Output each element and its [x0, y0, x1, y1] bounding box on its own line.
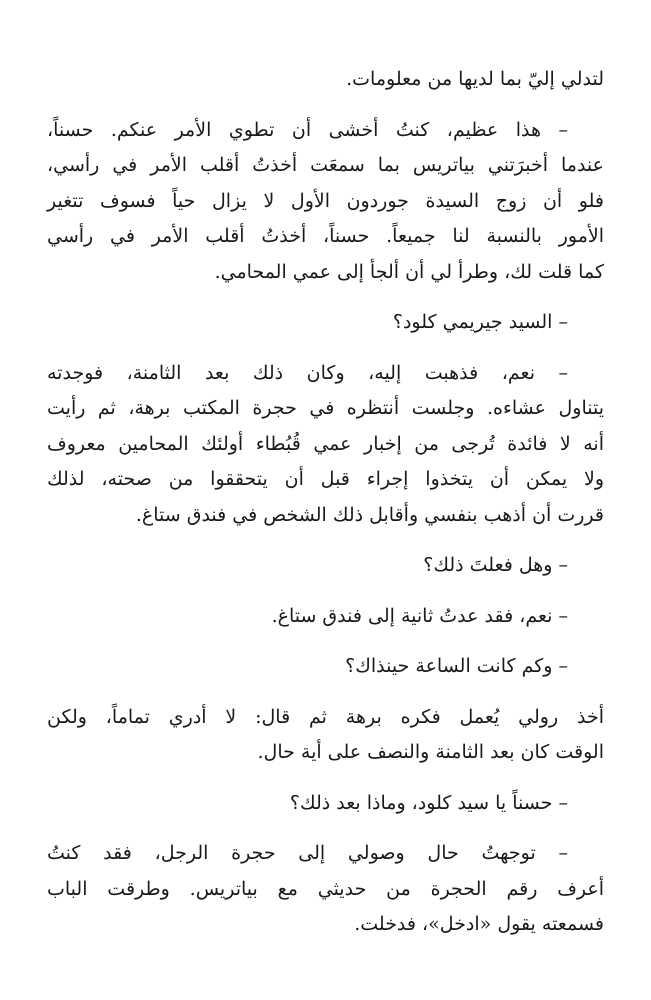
text-line: لتدلي إليّ بما لديها من معلومات. — [346, 68, 604, 90]
paragraph-2-continued — [47, 148, 604, 290]
paragraph-4-continued — [47, 391, 604, 533]
text-line: – نعم، فذهبت إليه، وكان ذلك بعد الثامنة، فوجدته — [47, 361, 568, 384]
paragraph-7 — [47, 649, 604, 685]
text-line: قررت أن أذهب بنفسي وأقابل ذلك الشخص في فندق ستاغ. — [135, 503, 604, 526]
text-line: – هذا عظيم، كنتُ أخشى أن تطوي الأمر عنكم. حسناً، — [47, 118, 568, 141]
text-line: – توجهتُ حال وصولي إلى حجرة الرجل، فقد كنتُ — [47, 842, 568, 864]
text-line: الأمور بالنسبة لنا جميعاً. حسناً، أخذتُ أقلب الأمر في رأسي — [47, 225, 604, 247]
text-line: الوقت كان بعد الثامنة والنصف على أية حال. — [257, 741, 604, 763]
paragraph-8 — [47, 700, 604, 771]
paragraph-5 — [47, 548, 604, 584]
paragraph-3 — [47, 305, 604, 341]
text-line: كما قلت لك، وطرأ لي أن ألجأ إلى عمي المحامي. — [214, 260, 604, 283]
text-line: – نعم، فقد عدتُ ثانية إلى فندق ستاغ. — [271, 604, 568, 627]
paragraph-10-continued — [47, 872, 604, 943]
text-line: – السيد جيريمي كلود؟ — [392, 311, 568, 333]
text-line: فسمعته يقول «ادخل»، فدخلت. — [354, 913, 604, 935]
text-line: فلو أن زوج السيدة جوردون الأول لا يزال حياً فسوف تتغير — [47, 189, 604, 212]
paragraph-1 — [47, 62, 604, 98]
text-line: – وهل فعلتَ ذلك؟ — [423, 554, 568, 576]
text-line: ولا يمكن أن يتخذوا إجراء قبل أن يتحققوا من صحته، لذلك — [47, 468, 604, 490]
text-line: عندما أخبرَتني بياتريس بما سمعَت أخذتُ أقلب الأمر في رأسي، — [47, 154, 604, 176]
paragraph-9 — [47, 786, 604, 822]
text-line: – وكم كانت الساعة حينذاك؟ — [345, 655, 568, 677]
paragraph-2 — [47, 113, 604, 149]
text-line: أنه لا فائدة تُرجى من إخبار عمي قُبُطاء أولئك المحامين معروف — [47, 432, 604, 455]
text-line: أعرف رقم الحجرة من حديثي مع بياتريس. وطرقت الباب — [47, 877, 604, 900]
text-line: يتناول عشاءه. وجلست أنتظره في حجرة المكتب برهة، ثم رأيت — [47, 397, 604, 419]
paragraph-10 — [47, 836, 604, 872]
text-line: – حسناً يا سيد كلود، وماذا بعد ذلك؟ — [289, 791, 568, 814]
paragraph-6 — [47, 599, 604, 635]
text-line: أخذ رولي يُعمل فكره برهة ثم قال: لا أدري تماماً، ولكن — [47, 705, 604, 728]
paragraph-4 — [47, 356, 604, 392]
